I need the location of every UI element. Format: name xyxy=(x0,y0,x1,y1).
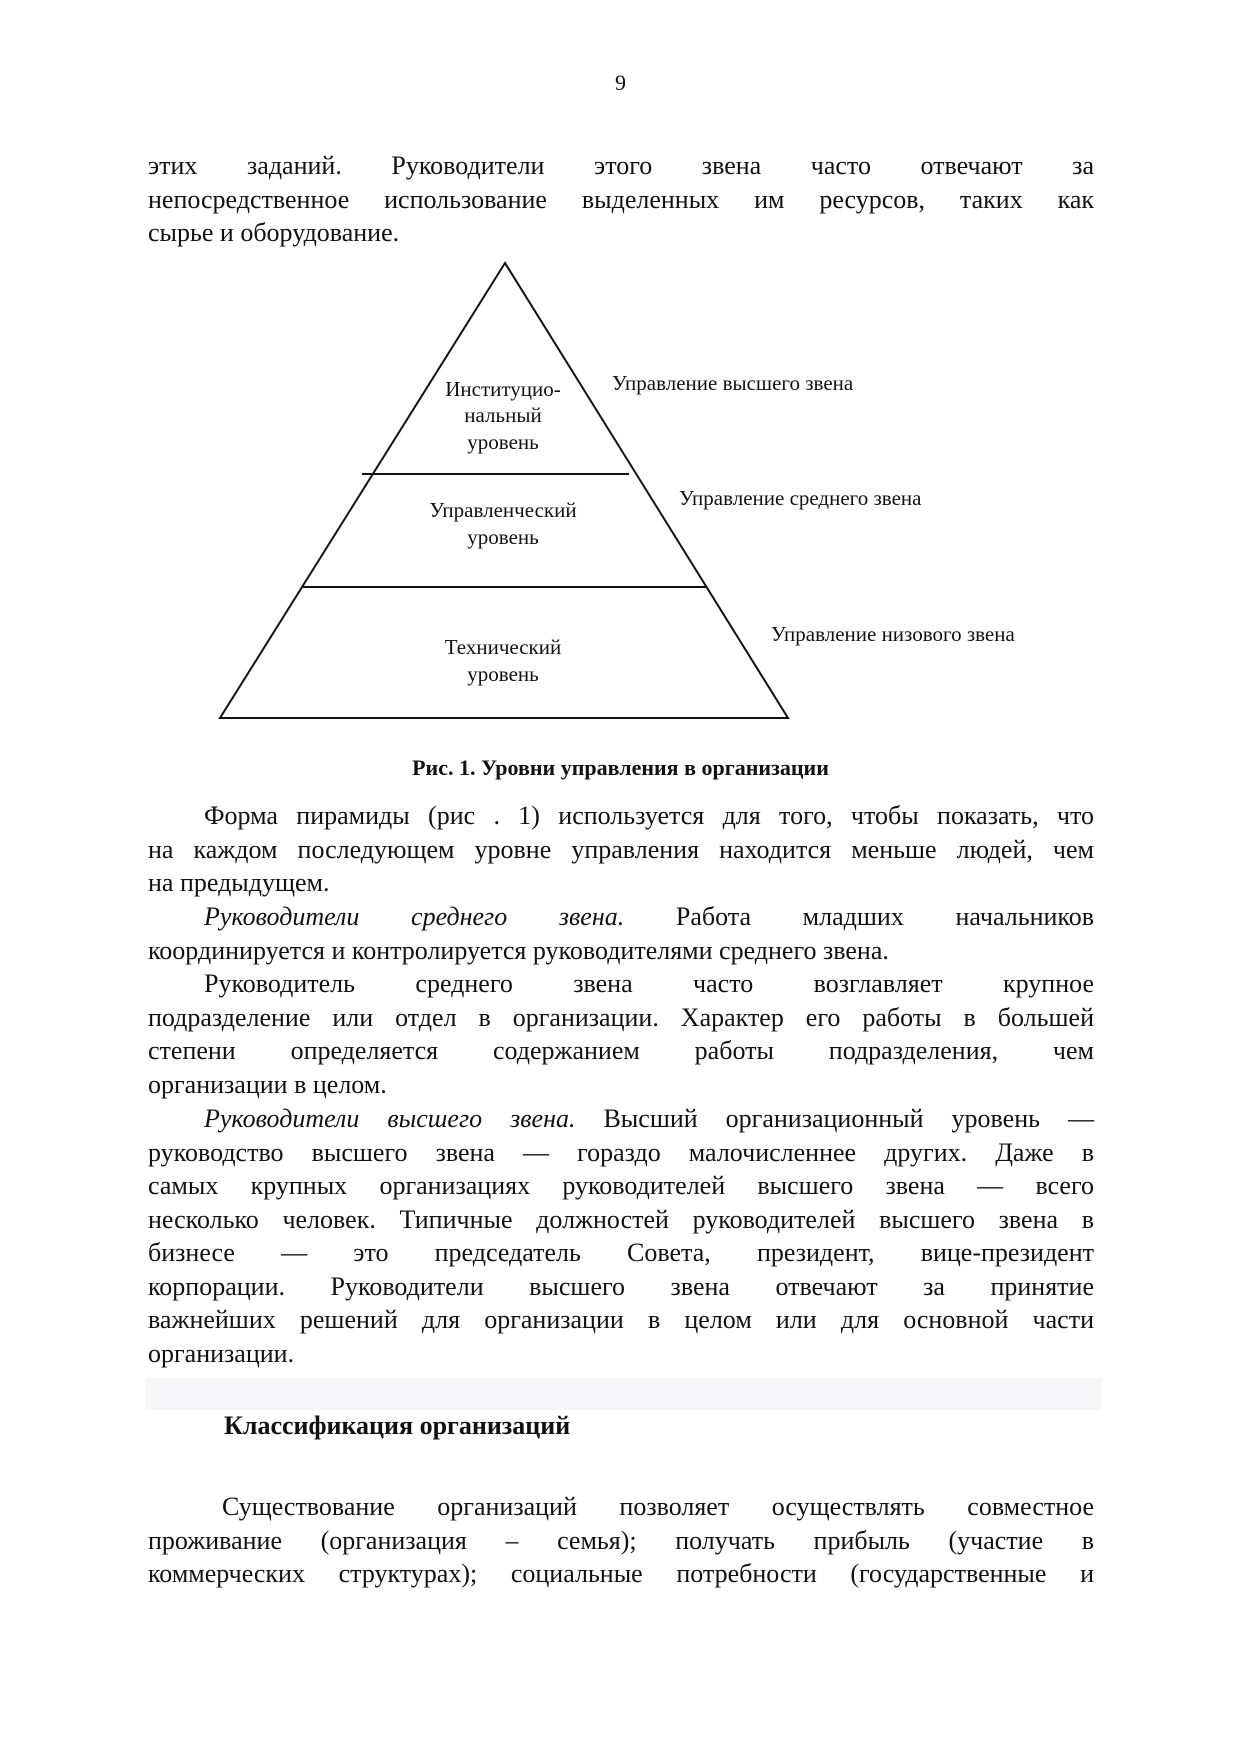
figure-caption: Рис. 1. Уровни управления в организации xyxy=(412,755,829,780)
top-managers-line-5: бизнесе — это председатель Совета, президент, вице-президент xyxy=(148,1238,1094,1267)
section-line-2: проживание (организация – семья); получать прибыль (участие в xyxy=(148,1525,1094,1555)
pyramid-figure xyxy=(0,0,1241,760)
side-label-middle: Управление среднего звена xyxy=(679,486,922,510)
level-bottom-line-2: уровень xyxy=(467,662,539,686)
side-label-bottom: Управление низового звена xyxy=(771,622,1015,646)
pyramid-line-3: на предыдущем. xyxy=(148,868,330,897)
middle-manager-line-4: организации в целом. xyxy=(148,1069,387,1099)
pyramid-paragraph xyxy=(148,799,1094,900)
top-managers-line-3: самых крупных организациях руководителей высшего звена — всего xyxy=(148,1171,1094,1200)
middle-managers-line-1-rest: Работа младших начальников xyxy=(624,902,1094,931)
pyramid-line-1: Форма пирамиды (рис . 1) используется для того, чтобы показать, что xyxy=(204,801,1094,830)
page-number: 9 xyxy=(615,70,626,95)
section-line-1: Существование организаций позволяет осуществлять совместное xyxy=(222,1492,1094,1521)
side-label-top: Управление высшего звена xyxy=(612,371,854,395)
top-managers-line-4: несколько человек. Типичные должностей руководителей высшего звена в xyxy=(148,1204,1094,1234)
middle-manager-line-1: Руководитель среднего звена часто возглавляет крупное xyxy=(204,969,1094,998)
level-middle-line-2: уровень xyxy=(467,525,539,549)
pyramid-line-2: на каждом последующем уровне управления находится меньше людей, чем xyxy=(148,834,1094,864)
section-paragraph xyxy=(148,1490,1094,1591)
section-line-3: коммерческих структурах); социальные потребности (государственные и xyxy=(148,1559,1094,1588)
middle-managers-term: Руководители среднего звена. xyxy=(204,902,625,931)
top-managers-line-1 xyxy=(148,1102,1094,1136)
intro-line-3: сырье и оборудование. xyxy=(148,218,400,247)
top-managers-line-6: корпорации. Руководители высшего звена отвечают за принятие xyxy=(148,1271,1094,1301)
middle-manager-paragraph xyxy=(148,967,1094,1101)
middle-manager-line-3: степени определяется содержанием работы подразделения, чем xyxy=(148,1036,1094,1065)
shaded-band xyxy=(145,1378,1101,1410)
level-top-line-3: уровень xyxy=(467,430,539,454)
intro-line-2: непосредственное использование выделенных им ресурсов, таких как xyxy=(148,184,1094,214)
level-top-line-2: нальный xyxy=(464,403,542,427)
top-managers-line-1-rest: Высший организационный уровень — xyxy=(575,1104,1094,1133)
middle-manager-line-2: подразделение или отдел в организации. Характер его работы в большей xyxy=(148,1002,1094,1032)
section-heading: Классификация организаций xyxy=(224,1411,571,1440)
intro-line-1: этих заданий. Руководители этого звена часто отвечают за xyxy=(148,151,1094,180)
level-middle-line-1: Управленческий xyxy=(429,498,577,522)
middle-managers-line-2: координируется и контролируется руководителями среднего звена. xyxy=(148,935,889,965)
top-managers-term: Руководители высшего звена. xyxy=(204,1104,576,1133)
level-top-line-1: Институцио- xyxy=(445,377,561,401)
level-bottom-line-1: Технический xyxy=(444,635,562,659)
middle-managers-line-1 xyxy=(148,900,1094,934)
top-managers-line-8: организации. xyxy=(148,1338,295,1368)
top-managers-line-7: важнейших решений для организации в целом или для основной части xyxy=(148,1305,1094,1334)
top-managers-paragraph xyxy=(148,1102,1094,1370)
top-managers-line-2: руководство высшего звена — гораздо малочисленнее других. Даже в xyxy=(148,1137,1094,1167)
middle-managers-paragraph xyxy=(148,900,1094,967)
